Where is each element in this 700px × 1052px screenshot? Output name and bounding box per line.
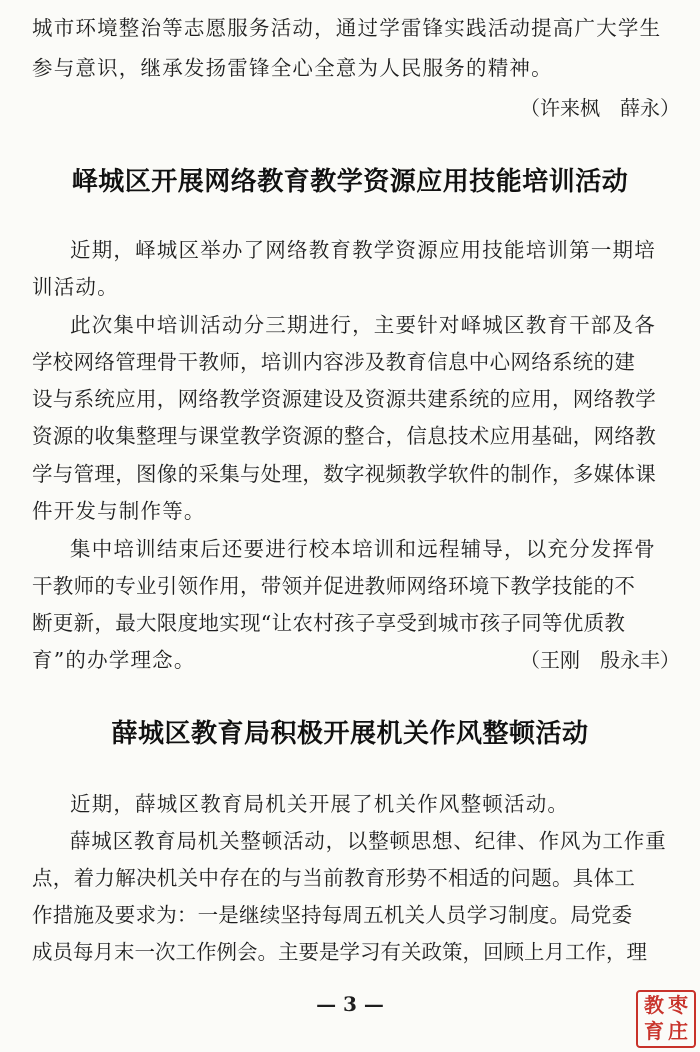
body-line: 件开发与制作等。 [32,499,206,523]
body-line: 学校网络管理骨干教师，培训内容涉及教育信息中心网络系统的建 [32,350,636,374]
body-line: 点，着力解决机关中存在的与当前教育形势不相适的问题。具体工 [32,866,636,890]
body-line: 作措施及要求为：一是继续坚持每周五机关人员学习制度。局党委 [32,903,633,927]
body-line: 学与管理，图像的采集与处理，数字视频教学软件的制作，多媒体课 [32,462,656,486]
body-line: 近期，薛城区教育局机关开展了机关作风整顿活动。 [70,792,570,816]
seal-char: 教 [644,993,664,1017]
body-line: 近期，峄城区举办了网络教育教学资源应用技能培训第一期培 [70,238,656,262]
body-line: 训活动。 [32,275,119,299]
article-title: 峄城区开展网络教育教学资源应用技能培训活动 [71,167,629,197]
article-title: 薛城区教育局积极开展机关作风整顿活动 [111,719,589,749]
body-line: 集中培训结束后还要进行校本培训和远程辅导，以充分发挥骨 [70,537,656,561]
body-line: 断更新，最大限度地实现“让农村孩子享受到城市孩子同等优质教 [32,611,626,635]
seal-char: 育 [644,1019,664,1043]
seal-char: 枣 [668,993,688,1017]
body-line: 薛城区教育局机关整顿活动，以整顿思想、纪律、作风为工作重 [70,829,667,853]
body-line: 设与系统应用，网络教学资源建设及资源共建系统的应用，网络教学 [32,387,656,411]
page-number: — 3 — [316,992,384,1016]
body-line: 资源的收集整理与课堂教学资源的整合，信息技术应用基础，网络教 [32,424,656,448]
body-line: 参与意识，继承发扬雷锋全心全意为人民服务的精神。 [32,56,553,80]
byline: （许来枫 薛永） [520,96,680,120]
body-line: 育”的办学理念。 [32,648,196,672]
body-line: 成员每月末一次工作例会。主要是学习有关政策，回顾上月工作，理 [32,940,647,964]
body-line: 此次集中培训活动分三期进行，主要针对峄城区教育干部及各 [70,313,656,337]
seal-stamp [636,990,696,1048]
body-line: 干教师的专业引领作用，带领并促进教师网络环境下教学技能的不 [32,574,636,598]
byline: （王刚 殷永丰） [520,648,680,672]
seal-char: 庄 [668,1019,688,1043]
body-line: 城市环境整治等志愿服务活动，通过学雷锋实践活动提高广大学生 [32,16,662,40]
